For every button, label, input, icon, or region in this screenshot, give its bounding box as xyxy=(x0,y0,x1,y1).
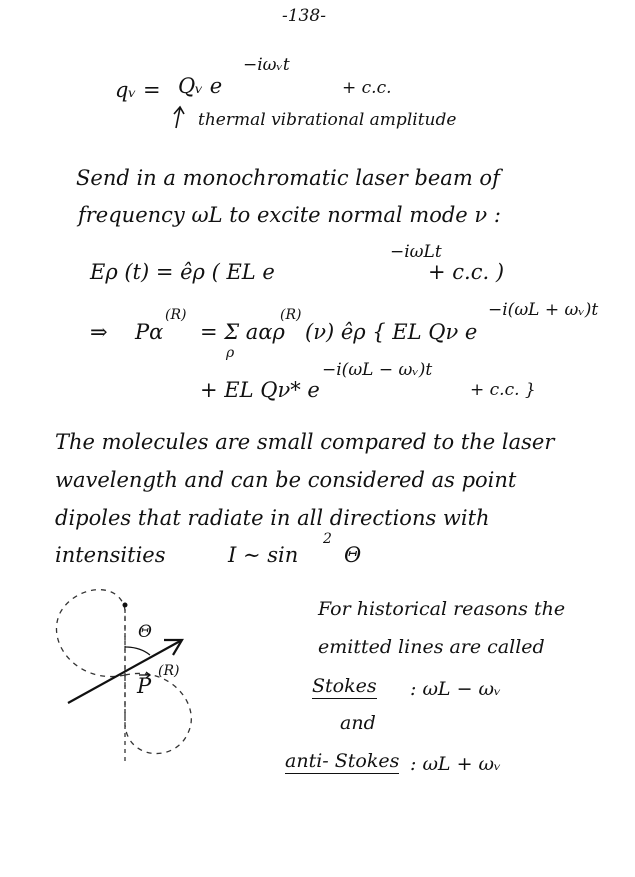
equation-field-exponent: −iωLt xyxy=(390,242,442,262)
dipole-vector-label: P xyxy=(137,674,152,698)
dipole-vector-superscript: (R) xyxy=(158,663,180,679)
note-line1: For historical reasons the xyxy=(318,598,566,620)
page-number: -138- xyxy=(282,6,326,26)
up-arrow-icon xyxy=(170,104,190,130)
para2-line2: wavelength and can be considered as point xyxy=(55,468,517,492)
anti-stokes-expression: : ωL + ωᵥ xyxy=(410,753,502,775)
equation-field-tail: + c.c. ) xyxy=(428,260,505,284)
equation-q-lhs: qᵥ = xyxy=(115,78,161,102)
intensity-formula: I ∼ sin xyxy=(228,543,299,567)
sum-subscript: ρ xyxy=(226,345,235,361)
equation-stokes-tail: + c.c. } xyxy=(470,380,536,400)
implies-arrow: ⇒ xyxy=(90,320,108,344)
polarization-exponent: −i(ωL + ωᵥ)t xyxy=(488,300,599,320)
anti-stokes-label: anti- Stokes xyxy=(285,750,400,772)
note-line2: emitted lines are called xyxy=(318,636,545,658)
equation-q-exponent: −iωᵥt xyxy=(243,55,290,75)
diagram-theta-label: Θ xyxy=(138,622,152,642)
polarizability-superscript: (R) xyxy=(280,307,302,323)
polarization-superscript: (R) xyxy=(165,307,187,323)
polarization-symbol: Pα xyxy=(135,320,164,344)
dipole-radiation-diagram xyxy=(40,585,220,775)
vector-arrow-icon xyxy=(138,671,152,679)
para2-line4-text: intensities xyxy=(55,543,166,567)
stokes-label: Stokes xyxy=(312,675,377,697)
para1-line2: frequency ωL to excite normal mode ν : xyxy=(78,203,501,227)
para1-line1: Send in a monochromatic laser beam of xyxy=(76,166,500,190)
stokes-expression: : ωL − ωᵥ xyxy=(410,678,502,700)
annotation-thermal-amplitude: thermal vibrational amplitude xyxy=(198,110,457,130)
equation-field-main: Eρ (t) = êρ ( EL e xyxy=(90,260,275,284)
intensity-exponent: 2 xyxy=(323,531,332,547)
polarization-mid: = Σ aαρ xyxy=(200,320,285,344)
polarization-rhs: (ν) êρ { EL Qν e xyxy=(305,320,478,344)
equation-stokes-term: + EL Qν* e xyxy=(200,378,320,402)
equation-q-tail: + c.c. xyxy=(342,78,392,98)
equation-q-main: Qᵥ e xyxy=(178,74,223,98)
intensity-theta: Θ xyxy=(344,543,362,567)
para2-line3: dipoles that radiate in all directions with xyxy=(55,506,490,530)
and-label: and xyxy=(340,712,376,734)
para2-line1: The molecules are small compared to the laser xyxy=(55,430,555,454)
equation-stokes-exponent: −i(ωL − ωᵥ)t xyxy=(322,360,433,380)
